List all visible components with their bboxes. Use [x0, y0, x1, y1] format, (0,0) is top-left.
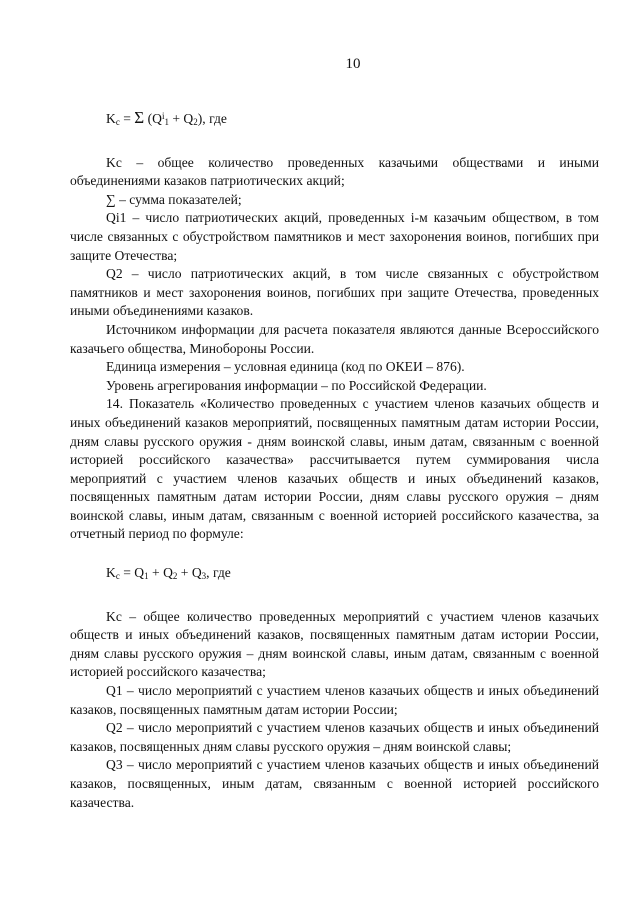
formula-close: ), где	[197, 111, 227, 126]
formula-k: K	[106, 111, 116, 126]
formula2-tail: , где	[206, 565, 231, 581]
sigma-symbol: Σ	[134, 108, 145, 127]
formula-kc-q-sum	[70, 564, 599, 586]
formula2-q2-subscript: 2	[172, 571, 178, 582]
formula-open: (Q	[144, 111, 162, 126]
paragraph-kc-definition: Kс – общее количество проведенных казачьими обществами и иными объединениями казаков патриотических акций;	[70, 154, 599, 189]
document-body	[70, 107, 599, 812]
formula-q-subscript: 1	[164, 117, 169, 127]
paragraph-sigma-definition: ∑ – сумма показателей;	[106, 191, 242, 207]
formula-kc-sum	[70, 107, 599, 132]
formula2-k-subscript: с	[115, 571, 120, 582]
page-number: 10	[345, 56, 361, 72]
paragraph-aggregation: Уровень агрегирования информации – по Российской Федерации.	[106, 377, 487, 393]
formula-k-subscript: с	[115, 117, 120, 127]
formula-plus: + Q	[168, 111, 194, 126]
paragraph-indicator-14: 14. Показатель «Количество проведенных с участием членов казачьих обществ и иных объединений казаков мероприятий, посвященных памятным датам истории России, дням славы русского оружия - дням воинской славы, иным датам, связанным с военной историей российского казачества» рассчитывается путем суммирования числа мероприятий с участием членов казачьих обществ и иных объединений казаков, посвященных памятным датам истории России, дням славы русского оружия – дням воинской славы, иным датам, связанным с военной историей российского казачества, за отчетный период по формуле:	[70, 396, 599, 542]
formula-q-superscript: i	[161, 111, 165, 121]
formula2-q1-subscript: 1	[144, 571, 149, 582]
formula2-k: K	[106, 565, 116, 581]
paragraph-source: Источником информации для расчета показателя являются данные Всероссийского казачьего общества, Минобороны России.	[70, 321, 599, 356]
formula2-q3-subscript: 3	[201, 571, 207, 582]
paragraph-q3-events: Q3 – число мероприятий с участием членов казачьих обществ и иных объединений казаков, посвященных, иным датам, связанным с военной историей российского казачества.	[70, 757, 599, 810]
formula-equals: =	[119, 111, 135, 126]
paragraph-qi1-definition: Qi1 – число патриотических акций, проведенных i-м казачьим обществом, в том числе связанных с обустройством памятников и мест захоронения воинов, погибших при защите Отечества;	[70, 210, 599, 263]
paragraph-q1-events: Q1 – число мероприятий с участием членов казачьих обществ и иных объединений казаков, посвященных памятным датам истории России;	[70, 683, 599, 717]
paragraph-q2-events: Q2 – число мероприятий с участием членов казачьих обществ и иных объединений казаков, посвященных дням славы русского оружия – дням воинской славы;	[70, 720, 599, 754]
formula2-plus-2: + Q	[177, 565, 202, 581]
paragraph-kc2-definition: Kс – общее количество проведенных мероприятий с участием членов казачьих обществ и иных объединений казаков, посвященных памятным датам истории России, дням славы русского оружия – дням воинской славы, иным датам, связанным с военной историей российского казачества;	[70, 608, 599, 680]
formula-q2-subscript: 2	[193, 117, 198, 127]
formula2-equals: = Q	[119, 565, 145, 581]
formula2-plus-1: + Q	[148, 565, 173, 581]
paragraph-q2-definition: Q2 – число патриотических акций, в том числе связанных с обустройством памятников и мест захоронения воинов, погибших при защите Отечества, проведенных иными объединениями казаков.	[70, 266, 599, 319]
paragraph-unit: Единица измерения – условная единица (код по ОКЕИ – 876).	[106, 359, 465, 375]
